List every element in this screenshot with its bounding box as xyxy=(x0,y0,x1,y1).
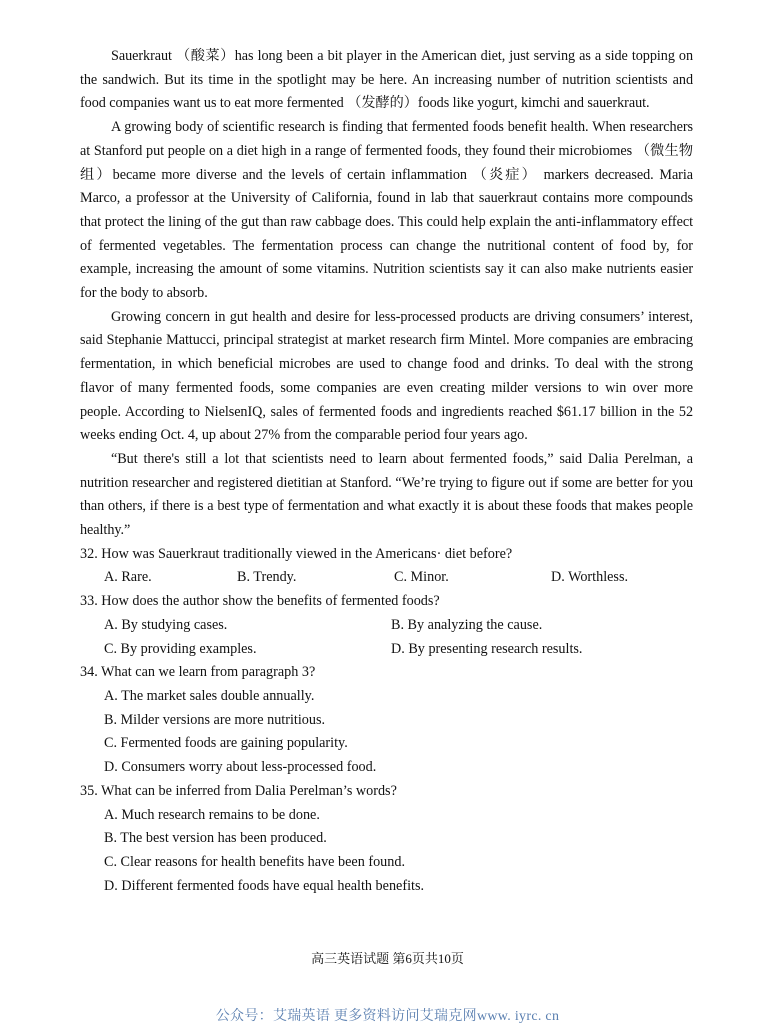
question-34 xyxy=(80,661,693,780)
page-footer: 高三英语试题 第6页共10页 xyxy=(311,951,464,966)
option-c: C. Fermented foods are gaining popularity. xyxy=(104,735,348,752)
question-32 xyxy=(80,543,693,590)
option-d: D. Different fermented foods have equal health benefits. xyxy=(104,877,425,894)
option-c: C. Minor. xyxy=(394,569,449,586)
option-b: B. The best version has been produced. xyxy=(104,830,327,847)
option-d: D. By presenting research results. xyxy=(391,640,583,657)
question-stem: 32. How was Sauerkraut traditionally viewed in the Americans· diet before? xyxy=(80,545,513,562)
question-33 xyxy=(80,590,693,661)
option-d: D. Worthless. xyxy=(551,569,629,586)
option-b: B. Trendy. xyxy=(237,569,297,586)
option-b: B. Milder versions are more nutritious. xyxy=(104,711,326,728)
paragraph-4: “But there's still a lot that scientists need to learn about fermented foods,” said Dalia Perelman, a nutrition researcher and registered dietitian at Stanford. “We’re trying to figure out if some are better for you than others, if there is a best type of fermentation and what exactly it is about these foods that makes people healthy.” xyxy=(80,450,693,539)
question-stem: 33. How does the author show the benefits of fermented foods? xyxy=(80,593,440,610)
question-stem: 34. What can we learn from paragraph 3? xyxy=(80,664,316,681)
question-stem: 35. What can be inferred from Dalia Perelman’s words? xyxy=(80,782,397,799)
exam-page xyxy=(80,45,693,898)
paragraph-2: A growing body of scientific research is finding that fermented foods benefit health. When researchers at Stanford put people on a diet high in a range of fermented foods, they found their microbiomes （微生物组）became more diverse and the levels of certain inflammation （炎症） markers decreased. Maria Marco, a professor at the University of California, found in lab that sauerkraut contains more compounds that protect the lining of the gut than raw cabbage does. This could help explain the anti-inflammatory effect of fermented vegetables. The fermentation process can change the nutritional content of food by, for example, increasing the amount of some vitamins. Nutrition scientists say it can also make nutrients easier for the body to absorb. xyxy=(80,119,693,302)
option-a: A. Much research remains to be done. xyxy=(104,806,320,823)
options-row xyxy=(80,638,693,662)
option-a: A. By studying cases. xyxy=(104,616,228,633)
watermark-text: 公众号：艾瑞英语 更多资料访问艾瑞克网www. iyrc. cn xyxy=(215,1009,560,1024)
option-d: D. Consumers worry about less-processed food. xyxy=(104,759,377,776)
paragraph-1: Sauerkraut （酸菜）has long been a bit player in the American diet, just serving as a side topping on the sandwich. But its time in the spotlight may be here. An increasing number of nutrition scientists and food companies want us to eat more fermented （发酵的）foods like yogurt, kimchi and sauerkraut. xyxy=(80,48,693,112)
options-row xyxy=(80,614,693,638)
question-35 xyxy=(80,780,693,899)
options-row xyxy=(80,566,693,590)
paragraph-3: Growing concern in gut health and desire for less-processed products are driving consumers’ interest, said Stephanie Mattucci, principal strategist at market research firm Mintel. More companies are embracing fermentation, in which beneficial microbes are used to change food and drinks. To deal with the strong flavor of many fermented foods, some companies are even creating milder versions to win over more people. According to NielsenIQ, sales of fermented foods and ingredients reached $61.17 billion in the 52 weeks ending Oct. 4, up about 27% from the comparable period four years ago. xyxy=(80,308,693,444)
option-a: A. Rare. xyxy=(104,569,152,586)
option-c: C. By providing examples. xyxy=(104,640,257,657)
option-b: B. By analyzing the cause. xyxy=(391,616,543,633)
option-c: C. Clear reasons for health benefits have been found. xyxy=(104,853,405,870)
option-a: A. The market sales double annually. xyxy=(104,687,315,704)
